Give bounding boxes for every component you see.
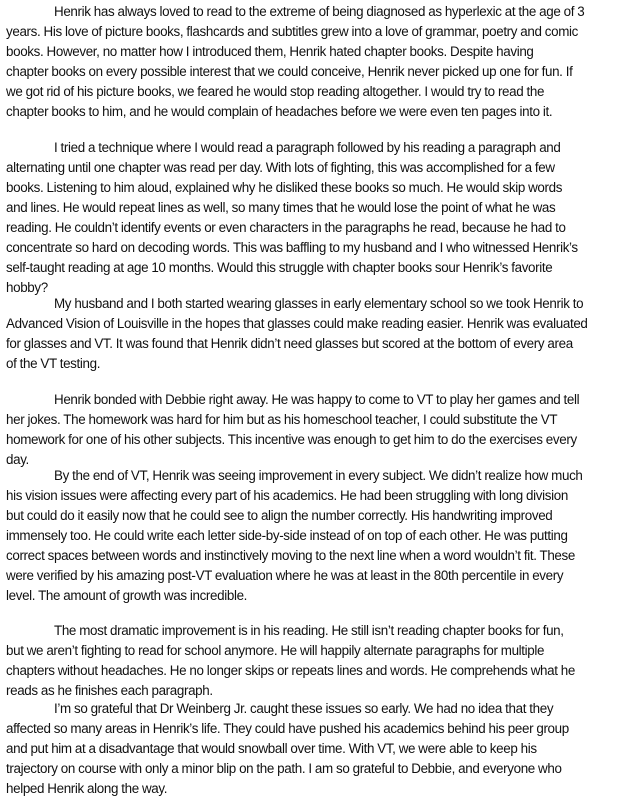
paragraph-glasses-evaluation — [6, 294, 588, 374]
paragraph-hyperlexia — [6, 2, 584, 122]
text-line: By the end of VT, Henrik was seeing improvement in every subject. We didn’t realize how much — [54, 468, 583, 483]
text-line: his vision issues were affecting every part of his academics. He had been struggling with long division — [6, 488, 568, 503]
text-line: Henrik bonded with Debbie right away. He was happy to come to VT to play her games and tell — [54, 392, 580, 407]
text-line: self-taught reading at age 10 months. Would this struggle with chapter books sour Henrik’s favorite — [6, 260, 553, 275]
text-line: The most dramatic improvement is in his reading. He still isn’t reading chapter books for fun, — [54, 623, 564, 638]
text-line: but we aren’t fighting to read for school anymore. He will happily alternate paragraphs for multiple — [6, 643, 545, 658]
text-line: chapter books to him, and he would complain of headaches before we were even ten pages into it. — [6, 104, 553, 119]
text-line: books. However, no matter how I introduced them, Henrik hated chapter books. Despite having — [6, 44, 534, 59]
paragraph-gratitude — [6, 699, 569, 799]
paragraph-improvement — [6, 466, 583, 606]
text-line: immensely too. He could write each letter side-by-side instead of on top of each other. He was putting — [6, 528, 568, 543]
text-line: affected so many areas in Henrik’s life. They could have pushed his academics behind his peer group — [6, 721, 569, 736]
text-line: I’m so grateful that Dr Weinberg Jr. caught these issues so early. We had no idea that they — [54, 701, 554, 716]
text-line: Henrik has always loved to read to the extreme of being diagnosed as hyperlexic at the age of 3 — [54, 4, 585, 19]
text-line: helped Henrik along the way. — [6, 781, 168, 796]
text-line: level. The amount of growth was incredible. — [6, 588, 248, 603]
text-line: My husband and I both started wearing glasses in early elementary school so we took Henrik to — [54, 296, 584, 311]
paragraph-reading-technique — [6, 138, 578, 298]
paragraph-debbie — [6, 390, 579, 470]
text-line: alternating until one chapter was read per day. With lots of fighting, this was accomplished for a few — [6, 160, 555, 175]
text-line: trajectory on course with only a minor blip on the path. I am so grateful to Debbie, and everyone who — [6, 761, 562, 776]
text-line: but could do it easily now that he could see to align the number correctly. His handwriting improved — [6, 508, 553, 523]
text-line: homework for one of his other subjects. This incentive was enough to get him to do the exercises every — [6, 432, 577, 447]
text-line: books. Listening to him aloud, explained why he disliked these books so much. He would skip words — [6, 180, 563, 195]
text-line: Advanced Vision of Louisville in the hopes that glasses could make reading easier. Henrik was evaluated — [6, 316, 588, 331]
text-line: years. His love of picture books, flashcards and subtitles grew into a love of grammar, poetry and comic — [6, 24, 578, 39]
text-line: reads as he finishes each paragraph. — [6, 683, 213, 698]
text-line: correct spaces between words and instinctively moving to the next line when a word wouldn’t fit. These — [6, 548, 575, 563]
text-line: hobby? — [6, 280, 48, 295]
paragraph-reading-improvement — [6, 621, 575, 701]
text-line: for glasses and VT. It was found that Henrik didn’t need glasses but scored at the bottom of every area — [6, 336, 573, 351]
text-line: chapter books on every possible interest that we could conceive, Henrik never picked up one for fun. If — [6, 64, 573, 79]
text-line: and lines. He would repeat lines as well, so many times that he would lose the point of what he was — [6, 200, 556, 215]
text-line: chapters without headaches. He no longer skips or repeats lines and words. He comprehends what he — [6, 663, 575, 678]
text-line: of the VT testing. — [6, 356, 101, 371]
text-line: reading. He couldn’t identify events or even characters in the paragraphs he read, because he had to — [6, 220, 566, 235]
text-line: and put him at a disadvantage that would snowball over time. With VT, we were able to keep his — [6, 741, 537, 756]
text-line: were verified by his amazing post-VT evaluation where he was at least in the 80th percentile in every — [6, 568, 564, 583]
text-line: I tried a technique where I would read a paragraph followed by his reading a paragraph and — [54, 140, 561, 155]
text-line: day. — [6, 452, 29, 467]
text-line: her jokes. The homework was hard for him but as his homeschool teacher, I could substitute the VT — [6, 412, 558, 427]
text-line: concentrate so hard on decoding words. This was baffling to my husband and I who witnessed Henrik’s — [6, 240, 578, 255]
text-line: we got rid of his picture books, we feared he would stop reading altogether. I would try to read the — [6, 84, 545, 99]
